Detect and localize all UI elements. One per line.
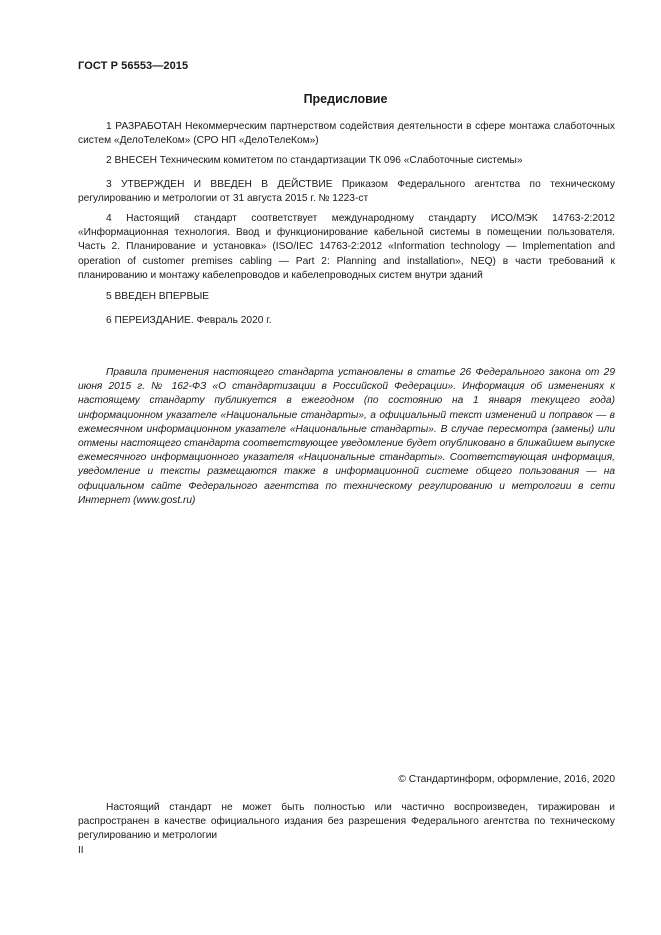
usage-notice: Правила применения настоящего стандарта установлены в статье 26 Федерального закона от 29 июня 2015 г. № 162-ФЗ «О стандартизации в Российской Федерации». Информация об изменениях к настоящему стандарту публикуется в ежегодном (по состоянию на 1 января текущего года) информационном указателе «Национальные стандарты», а официальный текст изменений и поправок — в ежемесячном информационном указателе «Национальные стандарты». В случае пересмотра (замены) или отмены настоящего стандарта соответствующее уведомление будет опубликовано в ближайшем выпуске ежемесячного информационного указателя «Национальные стандарты». Соответствующая информация, уведомление и тексты размещаются также в информационной системе общего пользования — на официальном сайте Федерального агентства по техническому регулированию и метрологии в сети Интернет (www.gost.ru): [78, 367, 615, 506]
paragraph-1: 1 РАЗРАБОТАН Некоммерческим партнерством содействия деятельности в сфере монтажа слаботочных систем «ДелоТелеКом» (СРО НП «ДелоТелеКом»): [78, 121, 615, 147]
copyright-line: © Стандартинформ, оформление, 2016, 2020: [398, 774, 615, 785]
paragraph-2: 2 ВНЕСЕН Техническим комитетом по стандартизации ТК 096 «Слаботочные системы»: [106, 155, 523, 166]
paragraph-6: 6 ПЕРЕИЗДАНИЕ. Февраль 2020 г.: [106, 315, 272, 326]
page-title: Предисловие: [303, 92, 388, 106]
paragraph-3: 3 УТВЕРЖДЕН И ВВЕДЕН В ДЕЙСТВИЕ Приказом Федерального агентства по техническому регулированию и метрологии от 31 августа 2015 г. № 1223-ст: [78, 179, 615, 205]
standard-code: ГОСТ Р 56553—2015: [78, 60, 189, 72]
reproduction-notice: Настоящий стандарт не может быть полностью или частично воспроизведен, тиражирован и распространен в качестве официального издания без разрешения Федерального агентства по техническому регулированию и метрологии: [78, 802, 615, 842]
page-number: II: [78, 845, 84, 856]
paragraph-5: 5 ВВЕДЕН ВПЕРВЫЕ: [106, 291, 210, 302]
paragraph-4: 4 Настоящий стандарт соответствует международному стандарту ИСО/МЭК 14763-2:2012 «Информационная технология. Ввод и функционирование кабельной системы в помещении пользователя. Часть 2. Планирование и установка» (ISO/IEC 14763-2:2012 «Information technology — Implementation and operation of customer premises cabling — Part 2: Planning and installation», NEQ) в части требований к планированию и монтажу кабелепроводов и кабелепроводных систем внутри зданий: [78, 213, 615, 281]
